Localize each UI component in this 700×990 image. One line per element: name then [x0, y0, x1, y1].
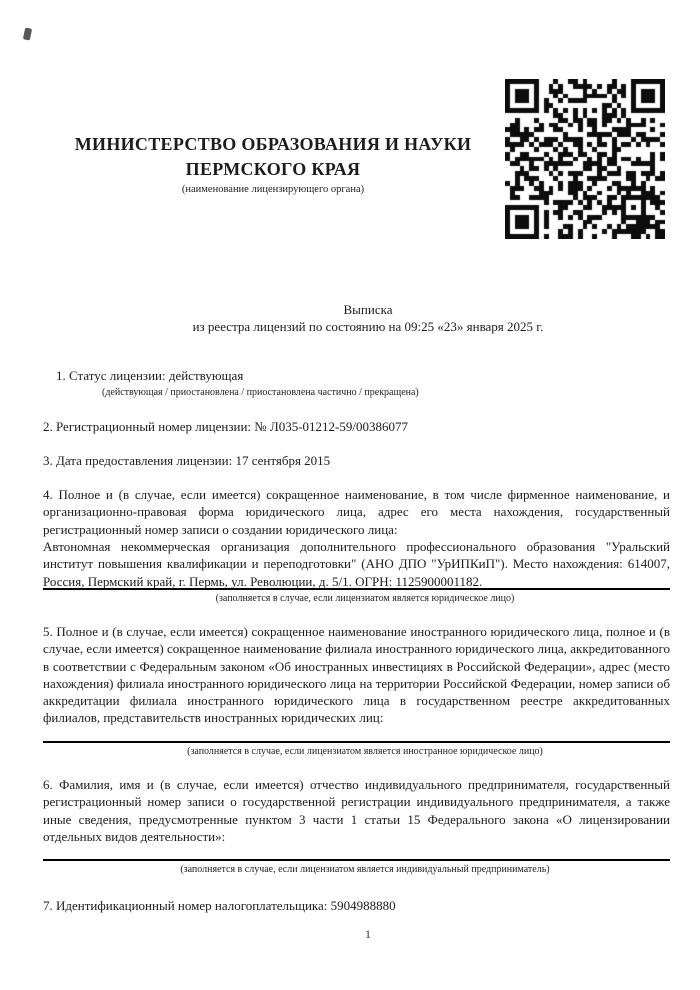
entrepreneur-caption: (заполняется в случае, если лицензиатом является индивидуальный предприниматель) — [180, 864, 550, 875]
document-title — [66, 301, 670, 336]
foreign-entity-label: 5. Полное и (в случае, если имеется) сокращенное наименование иностранного юридического лица, полное и (в случае, если имеется) сокращенное наименование филиала иностранного юридического лица, аккредитованного в соответствии с Федеральным законом «Об иностранных инвестициях в Российской Федерации», адрес (место нахождения) филиала иностранного юридического лица на территории Российской Федерации, номер записи об аккредитации филиала иностранного юридического лица в государственном реестре аккредитованных филиалов, представительств иностранных юридических лиц: — [43, 624, 670, 726]
legal-entity-caption: (заполняется в случае, если лицензиатом является юридическое лицо) — [215, 593, 515, 604]
license-status-options-caption: (действующая / приостановлена / приостановлена частично / прекращена) — [102, 387, 419, 398]
registration-number-line: 2. Регистрационный номер лицензии: № Л035-01212-59/00386077 — [43, 419, 409, 434]
taxpayer-id-line: 7. Идентификационный номер налогоплательщика: 5904988880 — [43, 898, 396, 913]
legal-entity-name-value: Автономная некоммерческая организация дополнительного профессионального образования "Уральский институт повышения квалификации и переподготовки" (АНО ДПО "УрИПКиП"). Место нахождения: 614007, Россия, Пермский край, г. Пермь, ул. Революции, д. 5/1. ОГРН: 1125900001182. — [43, 539, 670, 589]
licensing-authority-caption: (наименование лицензирующего органа) — [181, 184, 365, 195]
licensing-authority-header — [43, 132, 503, 196]
document-title-line1: Выписка — [343, 302, 393, 317]
qr-code — [505, 79, 665, 239]
document-title-line2: из реестра лицензий по состоянию на 09:25 «23» января 2025 г. — [192, 319, 544, 335]
foreign-entity-caption: (заполняется в случае, если лицензиатом является иностранное юридическое лицо) — [187, 746, 543, 757]
license-status-line: 1. Статус лицензии: действующая — [56, 368, 244, 383]
ministry-name-line1: МИНИСТЕРСТВО ОБРАЗОВАНИЯ И НАУКИ — [74, 134, 472, 154]
legal-entity-name-label: 4. Полное и (в случае, если имеется) сокращенное наименование, в том числе фирменное наименование, и организационно-правовая форма юридического лица, адрес его места нахождения, государственный регистрационный номер записи о создании юридического лица: — [43, 487, 670, 537]
ministry-name-line2: ПЕРМСКОГО КРАЯ — [185, 158, 361, 179]
license-grant-date-line: 3. Дата предоставления лицензии: 17 сентября 2015 — [43, 453, 331, 468]
page-number: 1 — [365, 927, 371, 941]
entrepreneur-label: 6. Фамилия, имя и (в случае, если имеется) отчество индивидуального предпринимателя, государственный регистрационный номер записи о государственной регистрации индивидуального предпринимателя, а также иные сведения, предусмотренные пунктом 3 части 1 статьи 15 Федерального закона «О лицензировании отдельных видов деятельности»: — [43, 777, 670, 844]
scan-artifact-mark — [23, 27, 32, 40]
